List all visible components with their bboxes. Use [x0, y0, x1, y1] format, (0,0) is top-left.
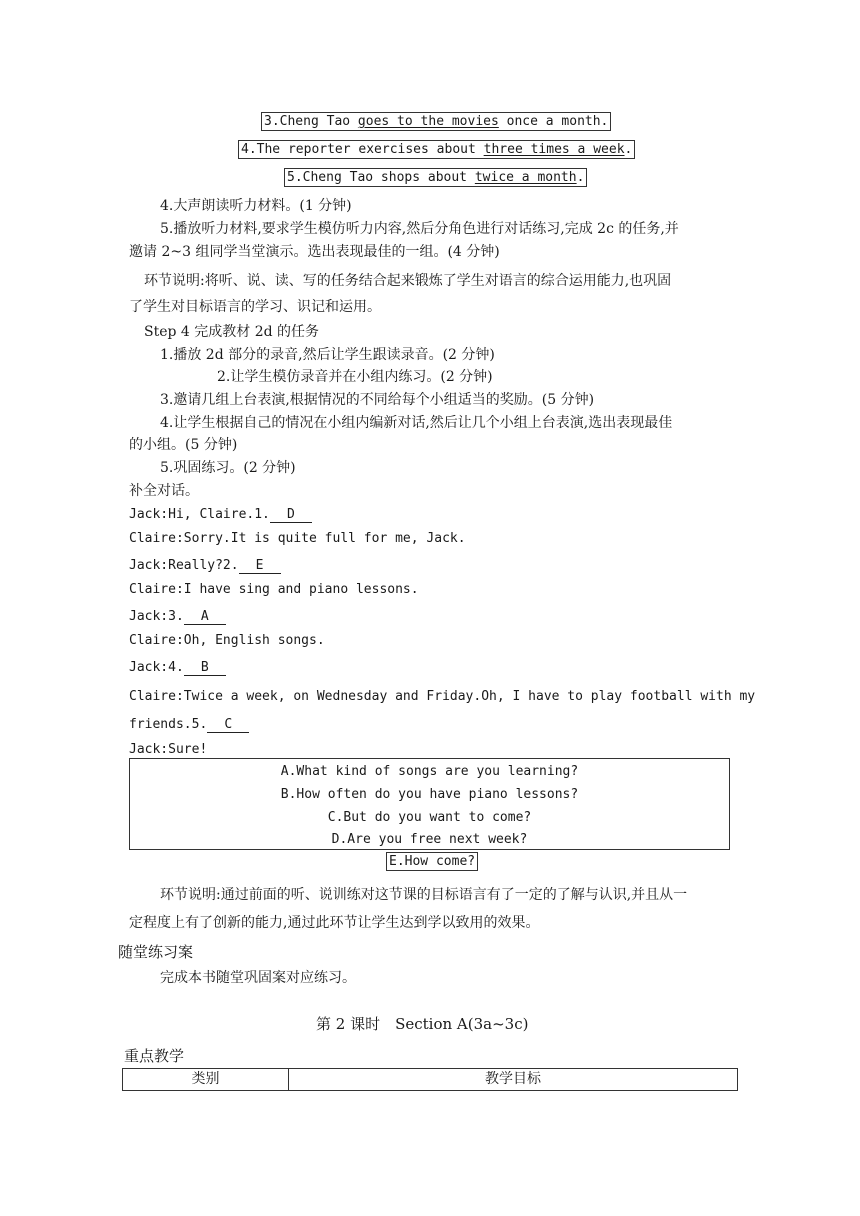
- lesson2-title: 第 2 课时 Section A(3a~3c): [316, 1015, 529, 1033]
- objectives-table: [122, 1068, 738, 1091]
- option-c: C.But do you want to come?: [327, 810, 532, 825]
- step4-item-5: 5.巩固练习。(2 分钟): [160, 460, 296, 476]
- step-read-aloud: 4.大声朗读听力材料。(1 分钟): [160, 198, 352, 214]
- practice-heading: 随堂练习案: [118, 943, 194, 961]
- dialogue-line-8: Claire:Twice a week, on Wednesday and Friday.Oh, I have to play football with my: [129, 689, 756, 704]
- note2-line2: 定程度上有了创新的能力,通过此环节让学生达到学以致用的效果。: [129, 915, 540, 931]
- answer-blank-5: C: [207, 717, 249, 733]
- underlined-phrase: three times a week: [483, 142, 625, 157]
- option-e: E.How come?: [386, 852, 478, 871]
- answer-blank-2: E: [239, 558, 281, 574]
- dialogue-line-10: Jack:Sure!: [129, 742, 208, 757]
- lesson2-heading: 重点教学: [124, 1047, 185, 1065]
- underlined-phrase: goes to the movies: [357, 114, 499, 129]
- dialogue-line-3: Jack:Really?2. E: [129, 558, 281, 574]
- dialogue-line-2: Claire:Sorry.It is quite full for me, Jack.: [129, 531, 466, 546]
- option-a: A.What kind of songs are you learning?: [280, 764, 579, 779]
- dialogue-line-4: Claire:I have sing and piano lessons.: [129, 582, 419, 597]
- step4-item-2: 2.让学生模仿录音并在小组内练习。(2 分钟): [217, 369, 493, 385]
- dialogue-line-9: friends.5. C: [129, 717, 249, 733]
- dialogue-line-5: Jack:3. A: [129, 609, 226, 625]
- step4-item-1: 1.播放 2d 部分的录音,然后让学生跟读录音。(2 分钟): [160, 347, 495, 363]
- answer-blank-4: B: [184, 660, 226, 676]
- options-box: [129, 758, 730, 850]
- dialogue-line-7: Jack:4. B: [129, 660, 226, 676]
- instruction: 补全对话。: [129, 483, 199, 499]
- option-d: D.Are you free next week?: [331, 832, 528, 847]
- sentence-4: 4.The reporter exercises about three times a week.: [238, 140, 635, 159]
- step4-title: Step 4 完成教材 2d 的任务: [144, 324, 320, 340]
- table-header-category: 类别: [123, 1069, 289, 1090]
- dialogue-line-6: Claire:Oh, English songs.: [129, 633, 325, 648]
- step-play-listening-line2: 邀请 2~3 组同学当堂演示。选出表现最佳的一组。(4 分钟): [129, 244, 500, 260]
- step4-item-3: 3.邀请几组上台表演,根据情况的不同给每个小组适当的奖励。(5 分钟): [160, 392, 595, 408]
- answer-blank-3: A: [184, 609, 226, 625]
- step4-item-4-line1: 4.让学生根据自己的情况在小组内编新对话,然后让几个小组上台表演,选出表现最佳: [160, 415, 673, 431]
- option-b: B.How often do you have piano lessons?: [280, 787, 579, 802]
- dialogue-line-1: Jack:Hi, Claire.1. D: [129, 507, 312, 523]
- underlined-phrase: twice a month: [474, 170, 577, 185]
- note-line2: 了学生对目标语言的学习、识记和运用。: [129, 299, 381, 315]
- sentence-5: 5.Cheng Tao shops about twice a month.: [284, 168, 587, 187]
- note-line1: 环节说明:将听、说、读、写的任务结合起来锻炼了学生对语言的综合运用能力,也巩固: [144, 273, 672, 289]
- table-header-objectives: 教学目标: [485, 1071, 541, 1087]
- answer-blank-1: D: [270, 507, 312, 523]
- sentence-3: 3.Cheng Tao goes to the movies once a month.: [261, 112, 611, 131]
- note2-line1: 环节说明:通过前面的听、说训练对这节课的目标语言有了一定的了解与认识,并且从一: [160, 887, 688, 903]
- step4-item-4-line2: 的小组。(5 分钟): [129, 437, 238, 453]
- step-play-listening-line1: 5.播放听力材料,要求学生模仿听力内容,然后分角色进行对话练习,完成 2c 的任务,并: [160, 221, 679, 237]
- practice-text: 完成本书随堂巩固案对应练习。: [160, 970, 356, 986]
